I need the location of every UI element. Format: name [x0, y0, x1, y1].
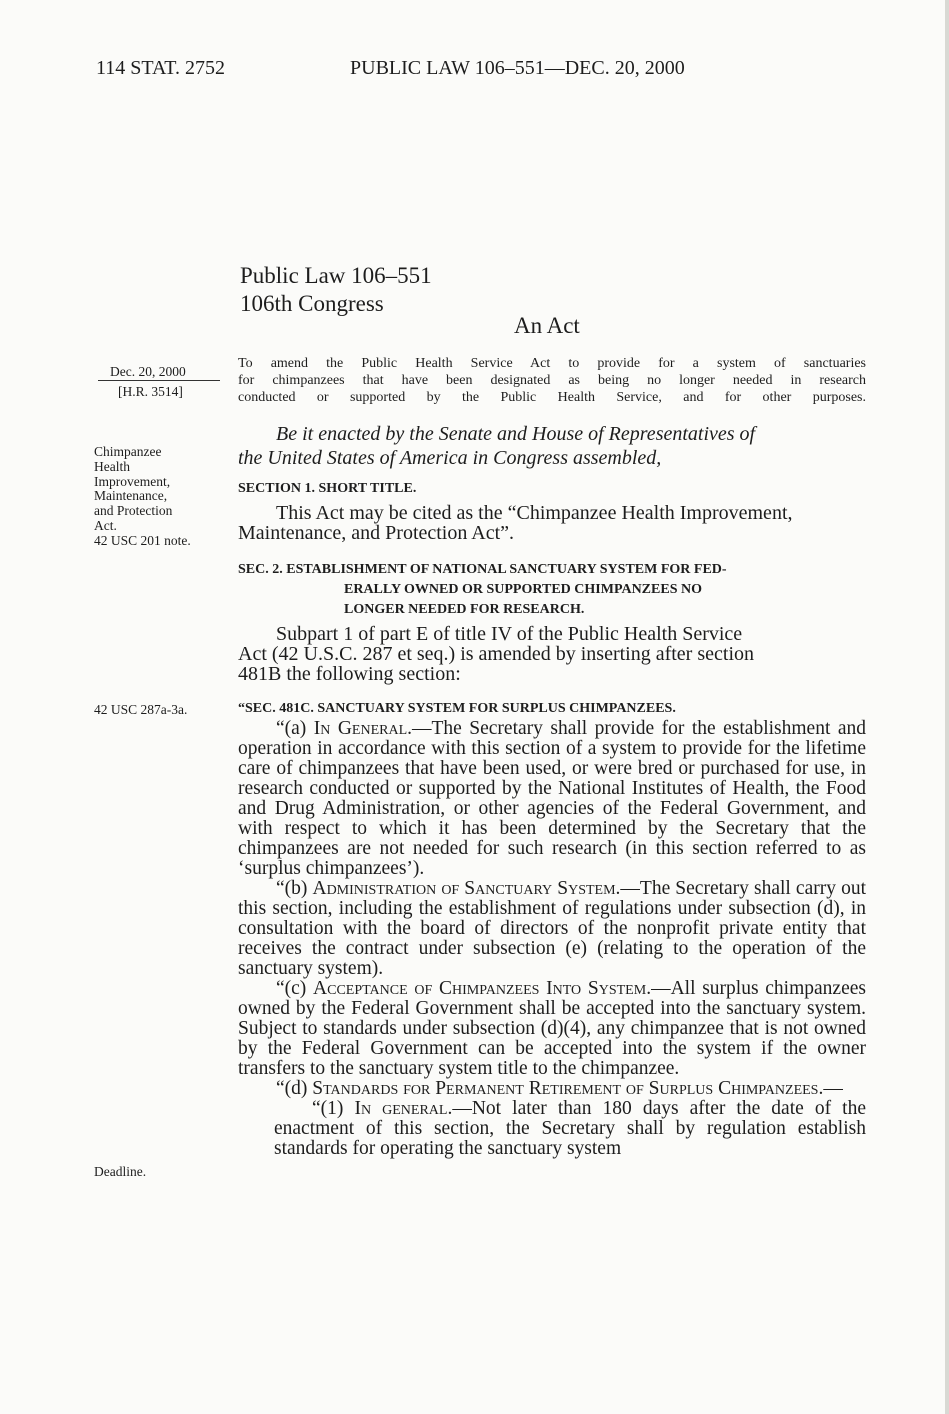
enactment-date: Dec. 20, 2000: [98, 364, 220, 381]
section-481c-body: [238, 719, 866, 1159]
subsection-caption: Acceptance of Chimpanzees Into System: [313, 978, 647, 999]
subsection-text: .—The Secretary shall carry out this section, including the establishment of regulations under subsection (d), in consultation with the board of directors of the nonprofit private entity that receives the contract under subsection (e) (relating to the operation of the sanctuary system).: [238, 878, 866, 979]
section-1-heading: SECTION 1. SHORT TITLE.: [238, 481, 417, 496]
subsection-label: “(c): [276, 978, 314, 999]
section-2-line: Act (42 U.S.C. 287 et seq.) is amended by inserting after section: [238, 643, 754, 665]
subsection-label: “(a): [276, 718, 314, 739]
public-law-number: Public Law 106–551: [240, 263, 432, 288]
page-edge: [945, 0, 949, 1414]
subsection-text: .—The Secretary shall provide for the establishment and operation in accordance with this section of a system to provide for the lifetime care of chimpanzees that have been used, or were bred or purchased for use, in research conducted or supported by the National Institutes of Health, the Food and Drug Administration, or other agencies of the Federal Government, and with respect to which it has been determined by the Secretary that the chimpanzees are not needed for such research (in this section referred to as ‘surplus chimpanzees’).: [238, 718, 866, 879]
margin-line: Maintenance,: [94, 488, 168, 504]
purpose-line: conducted or supported by the Public Health Service, and for other purposes.: [238, 390, 866, 405]
an-act-heading: An Act: [514, 313, 580, 338]
section-2-heading-line: SEC. 2. ESTABLISHMENT OF NATIONAL SANCTUARY SYSTEM FOR FED-: [238, 562, 727, 577]
section-2-line: 481B the following section:: [238, 663, 461, 685]
purpose-statement: [238, 355, 866, 406]
enact-line: the United States of America in Congress assembled,: [238, 447, 662, 469]
date-margin-note: [98, 364, 218, 399]
margin-line: Chimpanzee: [94, 444, 162, 459]
paragraph-caption: In general: [354, 1098, 448, 1119]
paragraph-text: .—Not later than 180 days after the date of the enactment of this section, the Secretary shall by regulation establish standards for operating the sanctuary system: [274, 1098, 866, 1159]
section-1-line: Maintenance, and Protection Act”.: [238, 522, 515, 544]
subsection-text: .—: [818, 1078, 843, 1099]
subsection-text: .—All surplus chimpanzees owned by the Federal Government shall be accepted into the sanctuary system. Subject to standards under subsection (d)(4), any chimpanzee that is not owned by the Federal Government can be accepted into the system if the owner transfers to the sanctuary system title to the chimpanzee.: [238, 978, 866, 1079]
enacting-clause: [238, 422, 866, 470]
section-2-line: Subpart 1 of part E of title IV of the Public Health Service: [276, 623, 743, 645]
margin-line: Health: [94, 458, 130, 474]
margin-line: Act.: [94, 517, 117, 533]
enact-line: Be it enacted by the Senate and House of Representatives of: [276, 423, 756, 445]
congress-number: 106th Congress: [240, 291, 384, 316]
subsection-a: [238, 719, 866, 879]
subsection-label: “(b): [276, 878, 313, 899]
subsection-caption: Standards for Permanent Retirement of Surplus Chimpanzees: [312, 1078, 819, 1099]
law-title: [240, 262, 432, 318]
subsection-d: [238, 1079, 866, 1099]
subsection-caption: Administration of Sanctuary System: [312, 878, 616, 899]
short-title-margin-note: [94, 445, 224, 549]
law-header: PUBLIC LAW 106–551—DEC. 20, 2000: [350, 57, 685, 79]
section-2-text: [238, 624, 866, 684]
subsection-c: [238, 979, 866, 1079]
margin-line: and Protection: [94, 503, 173, 519]
section-1-text: [238, 503, 866, 543]
subsection-b: [238, 879, 866, 979]
paragraph-label: “(1): [312, 1098, 355, 1119]
margin-usc-note: 42 USC 201 note.: [94, 532, 191, 548]
subsection-label: “(d): [276, 1078, 313, 1099]
subsection-caption: In General: [313, 718, 408, 739]
purpose-line: for chimpanzees that have been designated as being no longer needed in research: [238, 373, 866, 388]
section-2-heading-line: ERALLY OWNED OR SUPPORTED CHIMPANZEES NO: [344, 582, 702, 597]
section-481c-heading: “SEC. 481C. SANCTUARY SYSTEM FOR SURPLUS CHIMPANZEES.: [238, 701, 676, 716]
margin-line: Improvement,: [94, 473, 171, 489]
paragraph-d1: [238, 1099, 866, 1159]
section-2-heading-line: LONGER NEEDED FOR RESEARCH.: [344, 602, 585, 617]
usc-287-margin-note: 42 USC 287a-3a.: [94, 702, 188, 717]
deadline-margin-note: Deadline.: [94, 1164, 147, 1179]
statute-page: 114 STAT. 2752: [96, 57, 225, 79]
section-1-line: This Act may be cited as the “Chimpanzee Health Improvement,: [276, 502, 793, 524]
bill-number: [H.R. 3514]: [118, 384, 183, 399]
section-2-heading: [238, 560, 866, 620]
purpose-line: To amend the Public Health Service Act to provide for a system of sanctuaries: [238, 356, 866, 371]
